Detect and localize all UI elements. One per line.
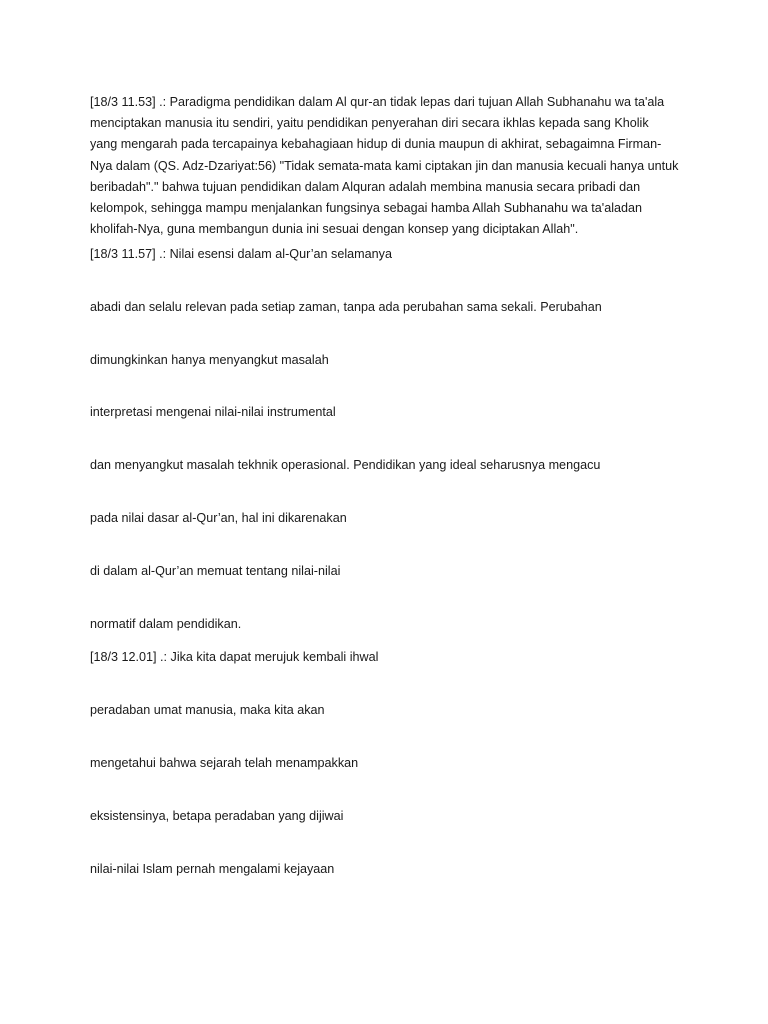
paragraph-line: eksistensinya, betapa peradaban yang dijiwai — [90, 809, 344, 823]
paragraph-line: [18/3 12.01] .: Jika kita dapat merujuk kembali ihwal — [90, 650, 379, 664]
paragraph-line: peradaban umat manusia, maka kita akan — [90, 703, 325, 717]
paragraph-paradigma — [90, 92, 679, 240]
text-line: yang mengarah pada tercapainya kebahagiaan hidup di dunia maupun di akhirat, sebagaimna Firman- — [90, 137, 662, 152]
paragraph-line: nilai-nilai Islam pernah mengalami kejayaan — [90, 862, 335, 876]
paragraph-line: [18/3 11.57] .: Nilai esensi dalam al-Qur’an selamanya — [90, 247, 392, 261]
text-line: kholifah-Nya, guna membangun dunia ini sesuai dengan konsep yang diciptakan Allah". — [90, 222, 579, 237]
paragraph-line: dan menyangkut masalah tekhnik operasional. Pendidikan yang ideal seharusnya mengacu — [90, 458, 601, 472]
paragraph-line: dimungkinkan hanya menyangkut masalah — [90, 353, 329, 367]
paragraph-line: di dalam al-Qur’an memuat tentang nilai-nilai — [90, 564, 341, 578]
text-line: [18/3 11.53] .: Paradigma pendidikan dalam Al qur-an tidak lepas dari tujuan Allah Subhanahu wa ta'ala — [90, 95, 665, 109]
paragraph-line: normatif dalam pendidikan. — [90, 617, 242, 631]
text-line: beribadah"." bahwa tujuan pendidikan dalam Alquran adalah membina manusia secara pribadi dan — [90, 179, 641, 194]
paragraph-line: mengetahui bahwa sejarah telah menampakkan — [90, 756, 359, 770]
paragraph-line: interpretasi mengenai nilai-nilai instrumental — [90, 405, 336, 419]
text-line: kelompok, sehingga mampu menjalankan fungsinya sebagai hamba Allah Subhanahu wa ta'aladan — [90, 201, 643, 216]
text-line: menciptakan manusia itu sendiri, yaitu pendidikan penyerahan diri secara ikhlas kepada sang Kholik — [90, 116, 649, 131]
paragraph-line: abadi dan selalu relevan pada setiap zaman, tanpa ada perubahan sama sekali. Perubahan — [90, 300, 602, 314]
paragraph-line: pada nilai dasar al-Qur’an, hal ini dikarenakan — [90, 511, 347, 525]
text-line: Nya dalam (QS. Adz-Dzariyat:56) "Tidak semata-mata kami ciptakan jin dan manusia kecuali hanya untuk — [90, 158, 679, 173]
